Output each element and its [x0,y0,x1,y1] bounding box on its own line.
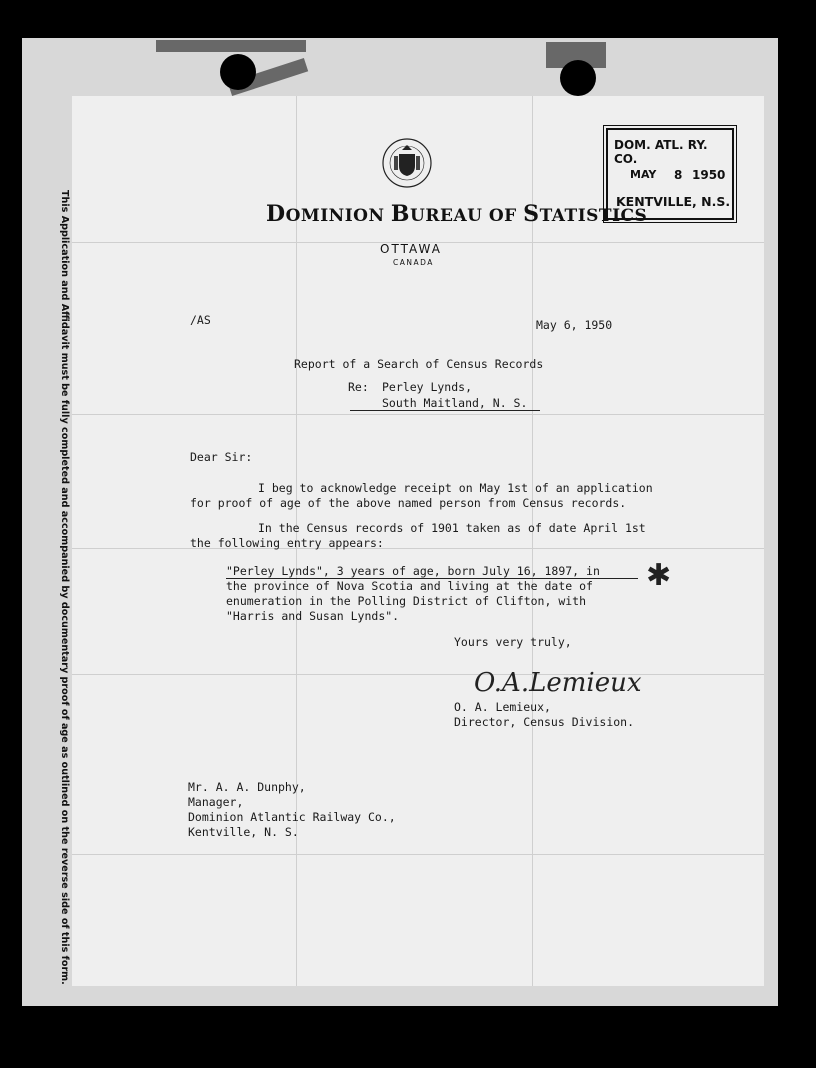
fold-line [532,96,533,986]
fold-line [72,548,764,549]
fold-line [72,674,764,675]
received-stamp [606,128,734,220]
paragraph-line: I beg to acknowledge receipt on May 1st of an application [258,481,653,495]
re-underline [350,410,540,411]
closing: Yours very truly, [454,635,572,649]
salutation: Dear Sir: [190,450,253,464]
reference-initials: /AS [190,313,211,327]
census-entry-line: the province of Nova Scotia and living at the date of [226,579,593,593]
stamp-company: DOM. ATL. RY. CO. [614,138,708,166]
punch-hole-left [220,54,256,90]
stamp-day: 8 [674,168,683,182]
letterhead-city: OTTAWA [380,242,442,256]
letter-subject: Report of a Search of Census Records [294,357,544,371]
paragraph-line: the following entry appears: [190,536,384,550]
stamp-year: 1950 [692,168,726,182]
re-label: Re: [348,380,369,394]
fold-line [72,854,764,855]
paragraph-line: for proof of age of the above named person from Census records. [190,496,627,510]
addressee-line: Kentville, N. S. [188,825,299,839]
punch-hole-right [560,60,596,96]
fold-line [72,414,764,415]
stamp-month: MAY [630,168,657,181]
letterhead-title: DOMINION BUREAU OF STATISTICS [266,201,648,227]
re-place: South Maitland, N. S. [382,396,528,410]
re-name: Perley Lynds, [382,380,473,394]
addressee-line: Manager, [188,795,244,809]
stamp-location: KENTVILLE, N.S. [616,194,731,209]
signature: O.A.Lemieux [474,668,642,698]
addressee-line: Dominion Atlantic Railway Co., [188,810,396,824]
census-entry-line: "Harris and Susan Lynds". [226,609,400,623]
coat-of-arms-seal-icon [380,132,434,194]
census-entry-line: enumeration in the Polling District of Clifton, with [226,594,587,608]
signer-name: O. A. Lemieux, [454,700,551,714]
letter-date: May 6, 1950 [536,318,613,332]
addressee-line: Mr. A. A. Dunphy, [188,780,306,794]
side-instruction [58,190,72,985]
tape-strip-left [156,40,306,52]
letterhead-country: CANADA [393,258,434,267]
census-entry-line: "Perley Lynds", 3 years of age, born July 16, 1897, in [226,564,600,578]
asterisk-mark: ✱ [646,558,672,593]
letter-sheet [72,96,764,986]
paragraph-line: In the Census records of 1901 taken as of date April 1st [258,521,646,535]
signer-title: Director, Census Division. [454,715,635,729]
side-instruction-text: This Application and Affidavit must be fully completed and accompanied by documentary proof of age as outlined on the reverse side of this form. [59,190,70,985]
